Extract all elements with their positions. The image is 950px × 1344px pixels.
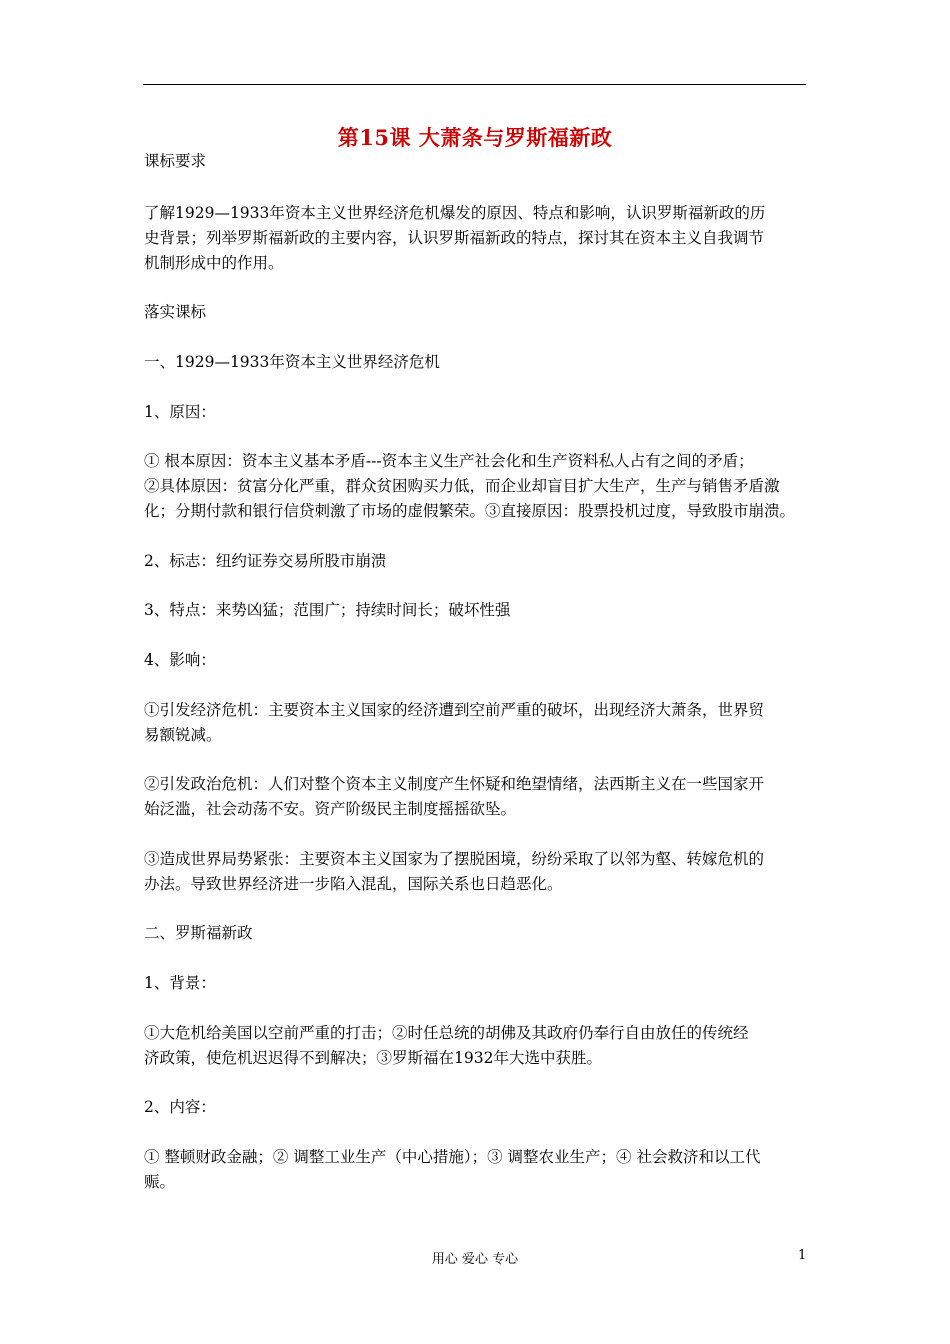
paragraph-line: ②引发政治危机：人们对整个资本主义制度产生怀疑和绝望情绪，法西斯主义在一些国家开 — [144, 775, 765, 793]
document-title: 第15课 大萧条与罗斯福新政 — [337, 125, 613, 150]
paragraph-line: 赈。 — [144, 1173, 176, 1191]
paragraph-line: 济政策，使危机迟迟得不到解决；③罗斯福在1932年大选中获胜。 — [144, 1049, 602, 1067]
paragraph-line: 史背景；列举罗斯福新政的主要内容，认识罗斯福新政的特点，探讨其在资本主义自我调节 — [144, 229, 765, 247]
paragraph-line: 机制形成中的作用。 — [144, 254, 284, 272]
section-heading-requirements: 课标要求 — [144, 152, 207, 170]
section-heading-implementation: 落实课标 — [144, 303, 207, 321]
subheading-background: 1、背景： — [144, 974, 216, 992]
paragraph-line: 办法。导致世界经济进一步陷入混乱，国际关系也日趋恶化。 — [144, 875, 563, 893]
header-rule — [143, 84, 806, 85]
paragraph-line: ① 整顿财政金融；② 调整工业生产（中心措施）；③ 调整农业生产；④ 社会救济和以工代 — [144, 1148, 761, 1166]
page-number: 1 — [798, 1248, 807, 1263]
paragraph-line: ②具体原因：贫富分化严重，群众贫困购买力低，而企业却盲目扩大生产，生产与销售矛盾激 — [144, 477, 780, 495]
paragraph-line: 易额锐减。 — [144, 726, 222, 744]
paragraph-line: ③造成世界局势紧张：主要资本主义国家为了摆脱困境，纷纷采取了以邻为壑、转嫁危机的 — [144, 850, 765, 868]
paragraph-line: 了解1929—1933年资本主义世界经济危机爆发的原因、特点和影响，认识罗斯福新政的历 — [144, 204, 766, 222]
paragraph-line: ①大危机给美国以空前严重的打击；②时任总统的胡佛及其政府仍奉行自由放任的传统经 — [144, 1024, 749, 1042]
paragraph-line: 始泛滥，社会动荡不安。资产阶级民主制度摇摇欲坠。 — [144, 800, 517, 818]
subheading-causes: 1、原因： — [144, 403, 216, 421]
subheading-features: 3、特点：来势凶猛；范围广；持续时间长；破坏性强 — [144, 601, 511, 619]
paragraph-line: ①引发经济危机：主要资本主义国家的经济遭到空前严重的破坏，出现经济大萧条，世界贸 — [144, 701, 765, 719]
section-heading-crisis: 一、1929—1933年资本主义世界经济危机 — [144, 353, 440, 371]
section-heading-new-deal: 二、罗斯福新政 — [144, 924, 253, 942]
subheading-content: 2、内容： — [144, 1098, 216, 1116]
subheading-impact: 4、影响： — [144, 651, 216, 669]
paragraph-line: 化；分期付款和银行信贷刺激了市场的虚假繁荣。③直接原因：股票投机过度，导致股市崩溃。 — [144, 502, 796, 520]
footer-text: 用心 爱心 专心 — [431, 1252, 519, 1267]
subheading-sign: 2、标志：纽约证券交易所股市崩溃 — [144, 552, 387, 570]
paragraph-line: ① 根本原因：资本主义基本矛盾---资本主义生产社会化和生产资料私人占有之间的矛盾； — [144, 452, 754, 470]
